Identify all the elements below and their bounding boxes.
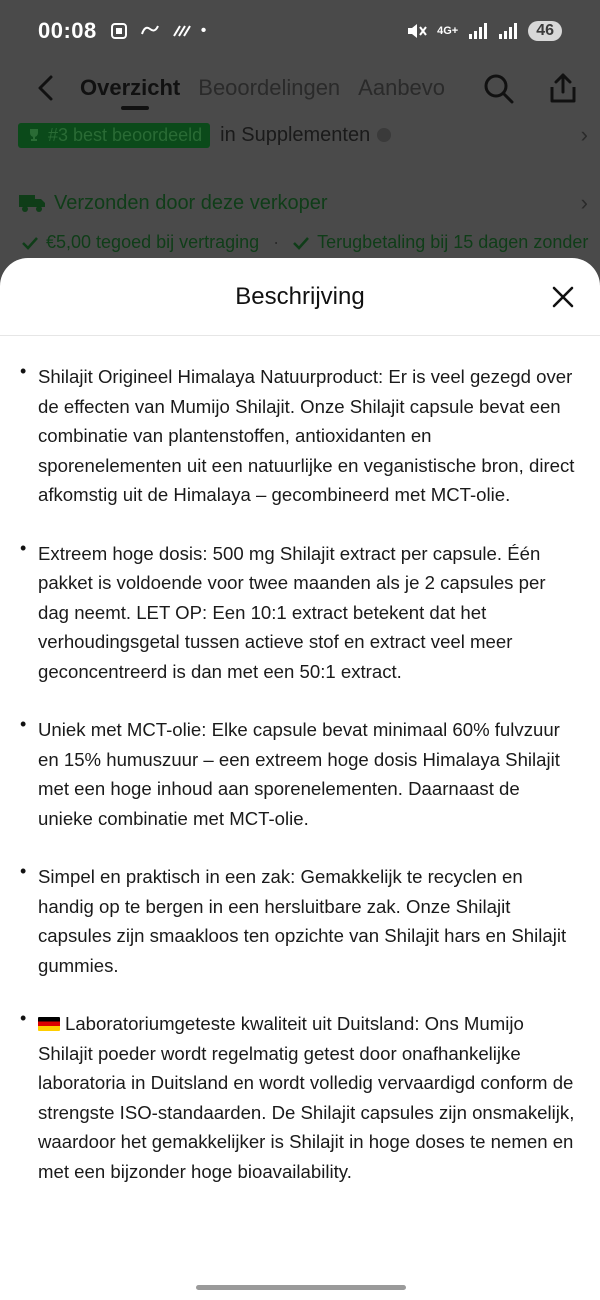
shipping-row[interactable] <box>18 188 588 218</box>
bullet: • <box>20 537 27 558</box>
shipping-label: Verzonden door deze verkoper <box>54 191 328 214</box>
screenshot-icon <box>109 21 129 41</box>
guarantee-row <box>22 232 600 253</box>
bullet: • <box>20 861 27 881</box>
sheet-header <box>0 258 600 336</box>
search-icon[interactable] <box>482 72 514 104</box>
german-flag-icon <box>38 1017 60 1031</box>
bullet: • <box>20 714 27 734</box>
active-tab-indicator <box>121 106 149 110</box>
info-icon <box>376 127 392 143</box>
rank-badge <box>18 123 210 148</box>
rank-badge-label: #3 best beoordeeld <box>48 124 203 145</box>
share-icon[interactable] <box>548 72 578 104</box>
list-item <box>20 1009 578 1186</box>
description-text: Shilajit Origineel Himalaya Natuurproduct: Er is veel gezegd over de effecten van Mumijo Shilajit. Onze Shilajit capsule bevat een combinatie van plantenstoffen, antioxidanten en sporenelementen uit een natuurlijke en veganistische bron, direct afkomstig uit de Himalaya – gecombineerd met MCT-olie. <box>38 366 575 505</box>
list-item <box>20 862 578 980</box>
description-text: Extreem hoge dosis: 500 mg Shilajit extract per capsule. Één pakket is voldoende voor twee maanden als je 2 capsules per dag neemt. LET OP: Een 10:1 extract betekent dat het verhoudingsgetal tussen actieve stof en extract veel meer geconcentreerd is dan met een 50:1 extract. <box>38 542 546 682</box>
sheet-title: Beschrijving <box>235 282 365 310</box>
description-sheet <box>0 258 600 1276</box>
network-label: 4G+ <box>437 25 459 37</box>
tab-aanbevolen[interactable]: Aanbevo <box>358 75 446 100</box>
signal-icon-2 <box>498 22 518 40</box>
list-item <box>20 715 578 833</box>
product-tabs <box>80 75 460 101</box>
description-text: Uniek met MCT-olie: Elke capsule bevat minimaal 60% fulvzuur en 15% humuszuur – een extreem hoge dosis Himalaya Shilajit met een hoge inhoud aan sporenelementen. Daarnaast de unieke combinatie met MCT-olie. <box>38 719 560 829</box>
bullet: • <box>20 1008 27 1028</box>
chevron-right-icon: › <box>580 190 588 215</box>
check-icon <box>22 236 38 250</box>
list-item <box>20 539 578 687</box>
close-icon[interactable] <box>552 286 574 308</box>
bullet: • <box>20 361 27 381</box>
separator-dot: · <box>273 232 280 252</box>
guarantee-refund: Terugbetaling bij 15 dagen zonder <box>317 232 589 252</box>
tab-overzicht[interactable]: Overzicht <box>80 75 181 100</box>
guarantee-delay: €5,00 tegoed bij vertraging <box>46 232 260 252</box>
rank-row[interactable] <box>18 120 588 150</box>
status-notification-icons <box>109 21 207 41</box>
home-indicator[interactable] <box>196 1285 406 1290</box>
battery-indicator: 46 <box>528 21 562 41</box>
product-nav-bar <box>0 62 600 114</box>
link-icon <box>139 21 161 41</box>
rank-category: in Supplementen <box>220 123 371 146</box>
description-text: Simpel en praktisch in een zak: Gemakkelijk te recyclen en handig op te bergen in een hersluitbare zak. Onze Shilajit capsules zijn smaakloos ten opzichte van Shilajit hars en Shilajit gummies. <box>38 866 567 976</box>
trophy-icon <box>26 127 42 143</box>
status-bar <box>0 0 600 62</box>
check-icon <box>293 236 309 250</box>
close-button[interactable] <box>548 282 578 312</box>
description-list <box>0 336 600 1186</box>
chevron-left-icon[interactable] <box>30 72 62 104</box>
description-text: Laboratoriumgeteste kwaliteit uit Duitsland: Ons Mumijo Shilajit poeder wordt regelmatig getest door onafhankelijke laboratoria in Duitsland en wordt volledig vervaardigd conform de strengste ISO-standaarden. De Shilajit capsules zijn onsmakelijk, waardoor het gemakkelijker is Shilajit in hoge doses te nemen en met een bijzonder hoge bioavailability. <box>38 1013 575 1182</box>
tab-beoordelingen[interactable]: Beoordelingen <box>198 75 341 100</box>
status-time: 00:08 <box>38 18 97 43</box>
signal-icon <box>468 22 488 40</box>
background-app <box>0 0 600 300</box>
dot-icon: • <box>200 22 207 39</box>
truck-icon <box>18 192 46 214</box>
wifi-off-icon <box>171 21 191 41</box>
status-right <box>405 20 562 42</box>
list-item <box>20 362 578 510</box>
chevron-right-icon: › <box>580 122 588 147</box>
mute-icon <box>405 20 427 42</box>
nav-actions <box>482 72 578 104</box>
